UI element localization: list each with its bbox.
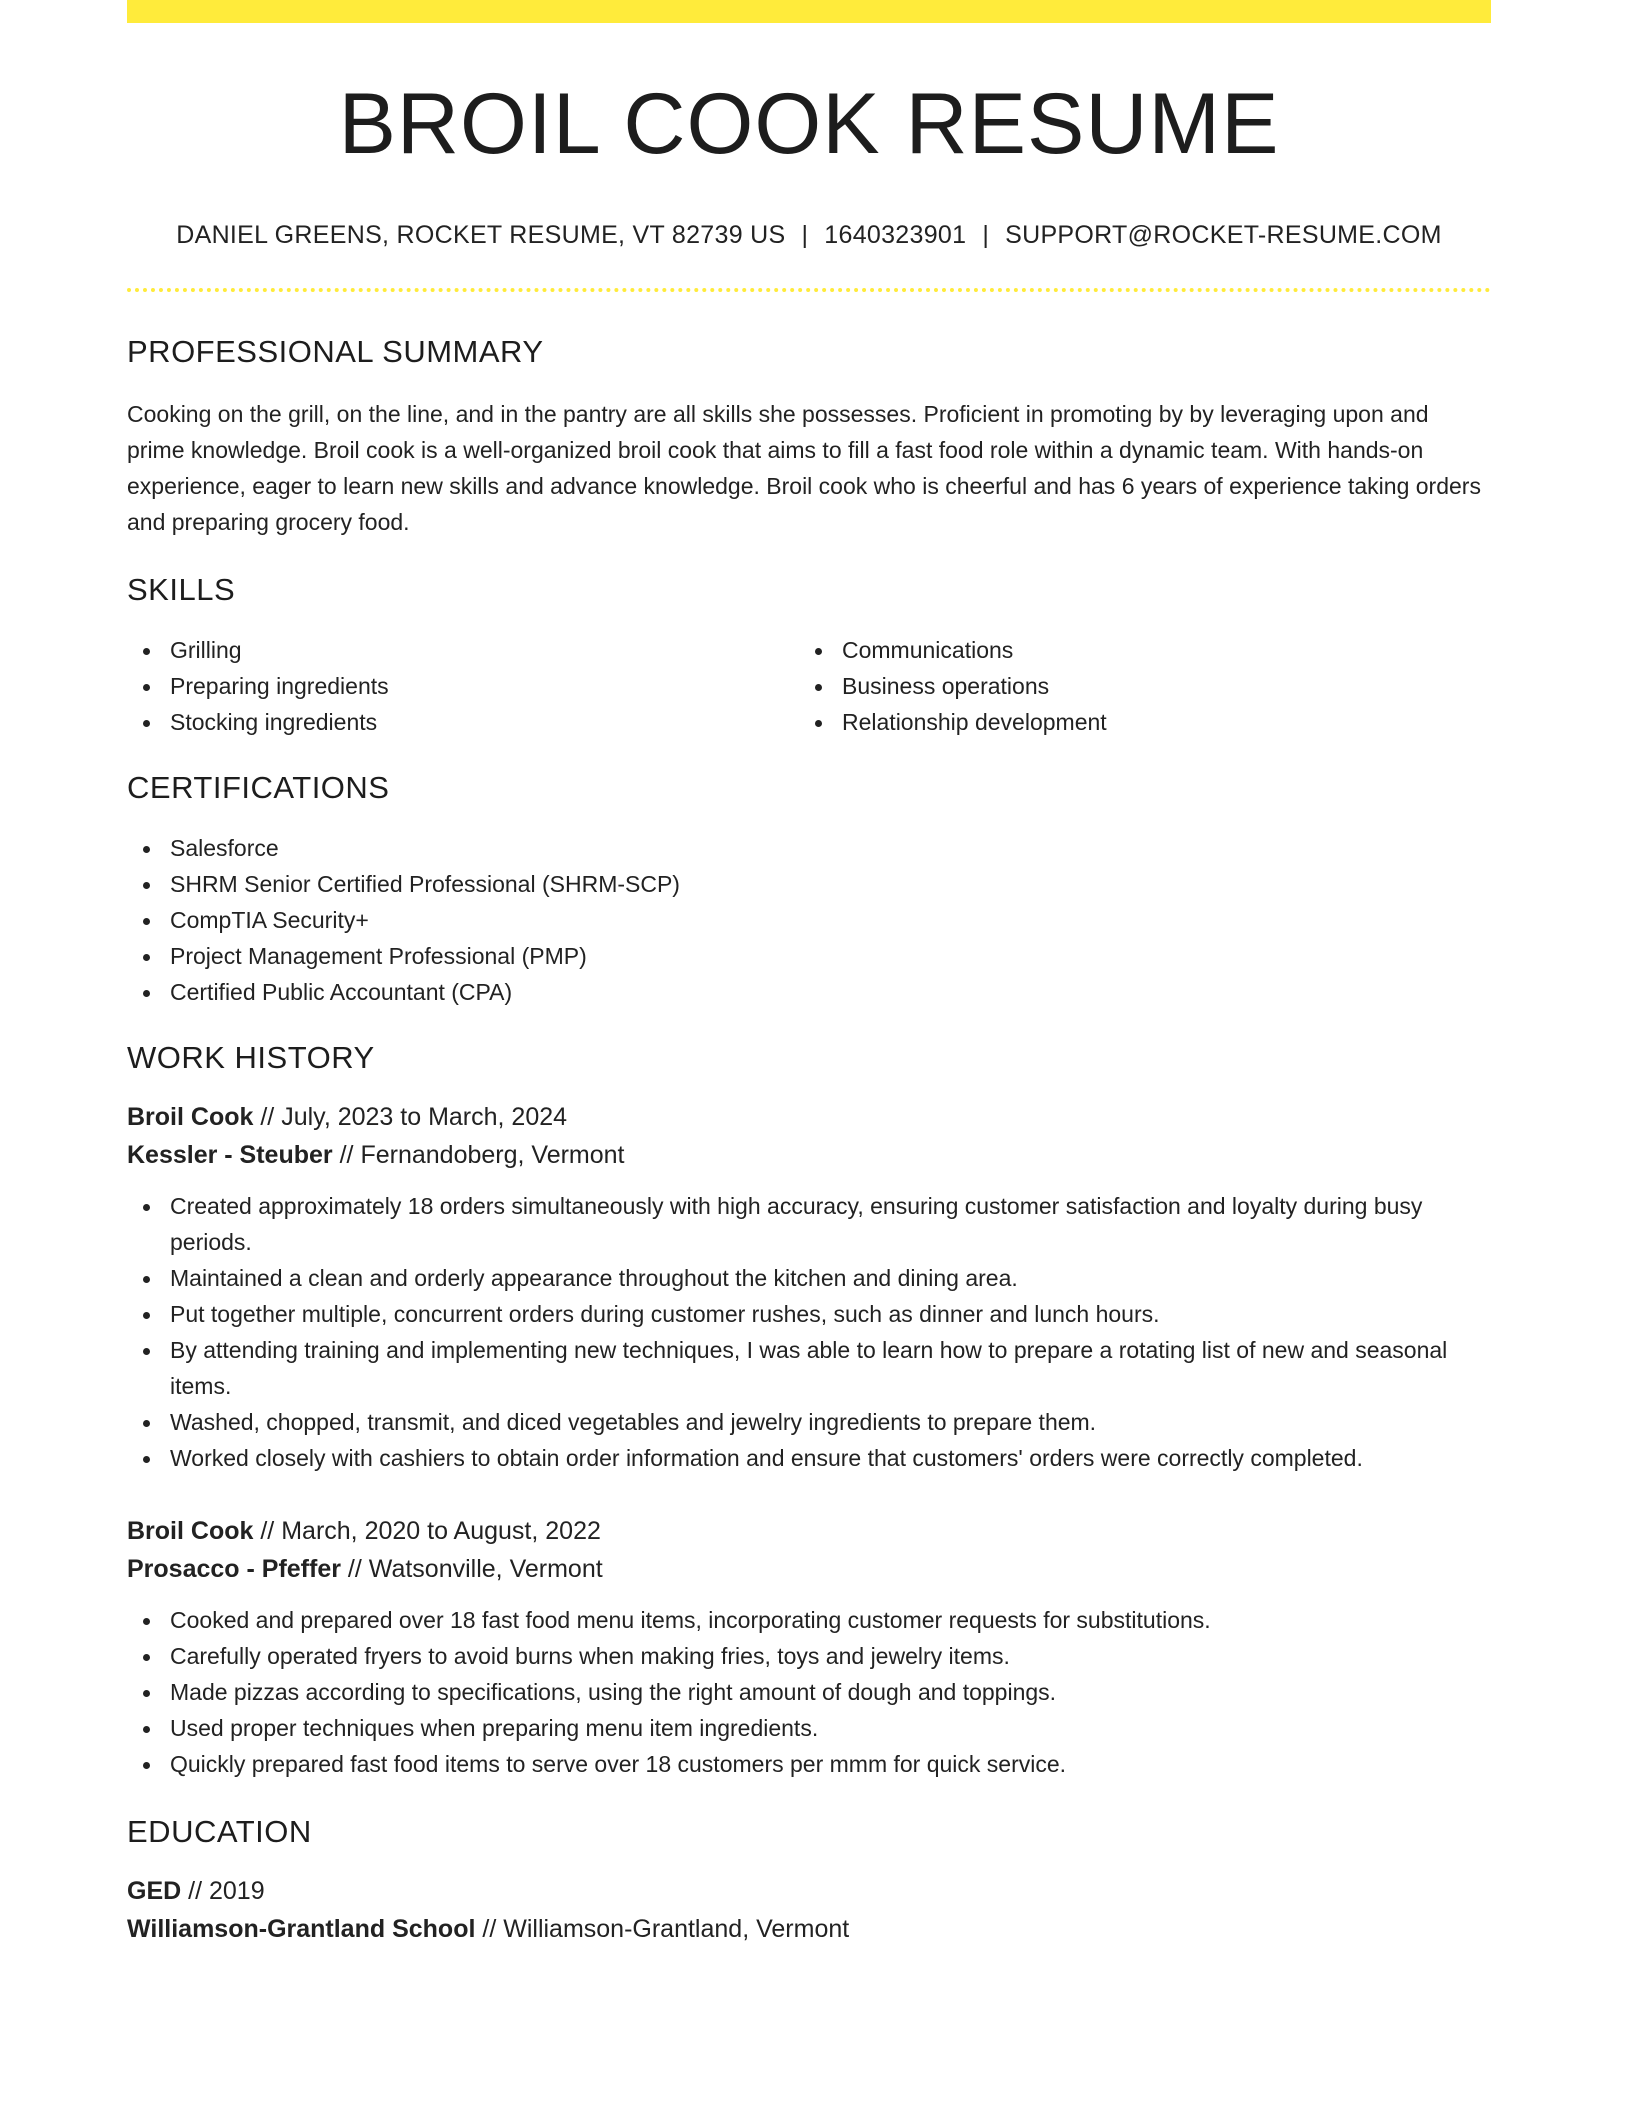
contact-email[interactable]: SUPPORT@ROCKET-RESUME.COM xyxy=(1005,221,1442,250)
skill-item: Preparing ingredients xyxy=(127,668,799,704)
job-title-line xyxy=(127,1098,1491,1136)
job-bullet: Worked closely with cashiers to obtain order information and ensure that customers' orders were correctly completed. xyxy=(127,1440,1491,1476)
skill-item: Communications xyxy=(799,632,1471,668)
education-year: 2019 xyxy=(209,1877,265,1906)
separator: // xyxy=(260,1103,275,1132)
education-degree: GED xyxy=(127,1877,182,1906)
contact-phone: 1640323901 xyxy=(824,221,967,250)
job-title: Broil Cook xyxy=(127,1103,254,1132)
job-dates: March, 2020 to August, 2022 xyxy=(281,1517,601,1546)
job-header xyxy=(127,1098,1491,1174)
job-bullet: Carefully operated fryers to avoid burns when making fries, toys and jewelry items. xyxy=(127,1638,1491,1674)
summary-heading: PROFESSIONAL SUMMARY xyxy=(127,334,544,370)
skill-item: Relationship development xyxy=(799,704,1471,740)
work-history-heading: WORK HISTORY xyxy=(127,1040,375,1076)
job-company-line xyxy=(127,1550,1491,1588)
job-company: Prosacco - Pfeffer xyxy=(127,1555,341,1584)
skill-item: Grilling xyxy=(127,632,799,668)
job-bullet: By attending training and implementing new techniques, I was able to learn how to prepare a rotating list of new and seasonal items. xyxy=(127,1332,1491,1404)
separator: // xyxy=(188,1877,203,1906)
contact-address: DANIEL GREENS, ROCKET RESUME, VT 82739 US xyxy=(176,221,786,250)
skills-list xyxy=(127,632,1491,740)
education-degree-line xyxy=(127,1872,1491,1910)
job-company: Kessler - Steuber xyxy=(127,1141,333,1170)
certification-item: Project Management Professional (PMP) xyxy=(127,938,1491,974)
job-location: Fernandoberg, Vermont xyxy=(360,1141,625,1170)
skills-column-left xyxy=(127,632,799,740)
job-bullet: Made pizzas according to specifications, using the right amount of dough and toppings. xyxy=(127,1674,1491,1710)
separator: // xyxy=(482,1915,497,1944)
accent-top-bar xyxy=(127,0,1491,23)
dotted-divider xyxy=(127,288,1491,292)
job-bullet: Washed, chopped, transmit, and diced vegetables and jewelry ingredients to prepare them. xyxy=(127,1404,1491,1440)
skills-heading: SKILLS xyxy=(127,572,236,608)
separator: // xyxy=(339,1141,354,1170)
job-location: Watsonville, Vermont xyxy=(368,1555,603,1584)
job-bullet: Used proper techniques when preparing menu item ingredients. xyxy=(127,1710,1491,1746)
certification-item: CompTIA Security+ xyxy=(127,902,1491,938)
education-location: Williamson-Grantland, Vermont xyxy=(503,1915,850,1944)
job-dates: July, 2023 to March, 2024 xyxy=(281,1103,568,1132)
job-bullets xyxy=(127,1188,1491,1476)
job-bullet: Put together multiple, concurrent orders during customer rushes, such as dinner and lunch hours. xyxy=(127,1296,1491,1332)
contact-separator: | xyxy=(801,221,809,250)
certifications-heading: CERTIFICATIONS xyxy=(127,770,390,806)
summary-text: Cooking on the grill, on the line, and in the pantry are all skills she possesses. Proficient in promoting by by leveraging upon and prime knowledge. Broil cook is a well-organized broil cook that aims to fill a fast food role within a dynamic team. With hands-on experience, eager to learn new skills and advance knowledge. Broil cook who is cheerful and has 6 years of experience taking orders and preparing grocery food. xyxy=(127,401,1481,536)
job-bullet: Created approximately 18 orders simultaneously with high accuracy, ensuring customer satisfaction and loyalty during busy periods. xyxy=(127,1188,1491,1260)
job-bullet: Cooked and prepared over 18 fast food menu items, incorporating customer requests for substitutions. xyxy=(127,1602,1491,1638)
skills-column-right xyxy=(799,632,1471,740)
job-company-line xyxy=(127,1136,1491,1174)
skill-item: Stocking ingredients xyxy=(127,704,799,740)
resume-page xyxy=(127,0,1491,1948)
education-heading: EDUCATION xyxy=(127,1814,312,1850)
education-entry xyxy=(127,1872,1491,1948)
job-title-line xyxy=(127,1512,1491,1550)
job-title: Broil Cook xyxy=(127,1517,254,1546)
certifications-list xyxy=(127,830,1491,1010)
certification-item: Certified Public Accountant (CPA) xyxy=(127,974,1491,1010)
certification-item: Salesforce xyxy=(127,830,1491,866)
job-bullet: Maintained a clean and orderly appearance throughout the kitchen and dining area. xyxy=(127,1260,1491,1296)
job-bullets xyxy=(127,1602,1491,1782)
separator: // xyxy=(260,1517,275,1546)
resume-title: BROIL COOK RESUME xyxy=(338,76,1280,172)
education-school-line xyxy=(127,1910,1491,1948)
job-header xyxy=(127,1512,1491,1588)
skill-item: Business operations xyxy=(799,668,1471,704)
contact-separator: | xyxy=(982,221,990,250)
separator: // xyxy=(347,1555,362,1584)
certification-item: SHRM Senior Certified Professional (SHRM-SCP) xyxy=(127,866,1491,902)
contact-line xyxy=(127,221,1491,250)
job-bullet: Quickly prepared fast food items to serve over 18 customers per mmm for quick service. xyxy=(127,1746,1491,1782)
education-school: Williamson-Grantland School xyxy=(127,1915,476,1944)
